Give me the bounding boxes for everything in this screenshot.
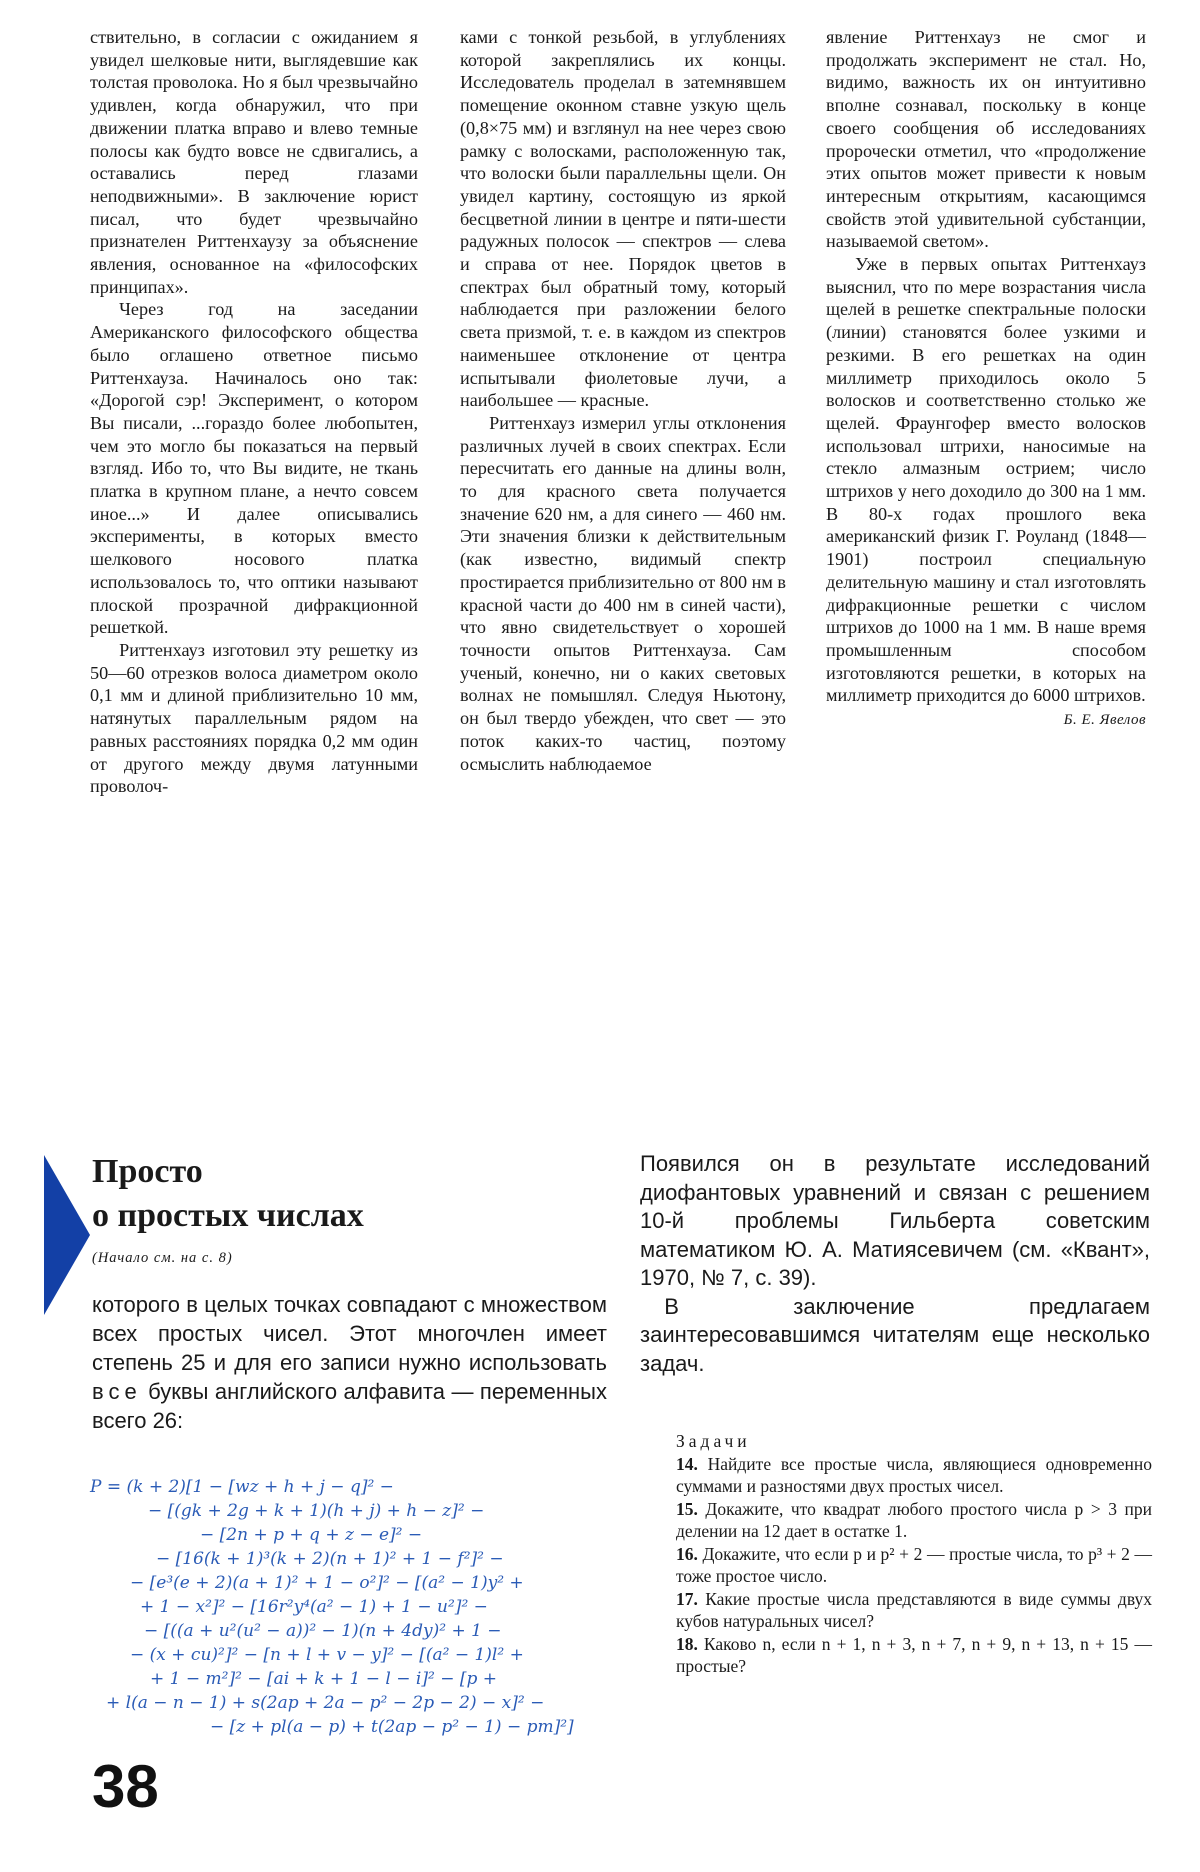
lower-right-text <box>640 1150 1150 1378</box>
task-number: 18. <box>676 1633 698 1654</box>
article-author: Б. Е. Явелов <box>1063 712 1146 729</box>
formula-line: − (x + cu)²]² − [n + l + v − y]² − [(a² − 1)l² + <box>130 1645 524 1665</box>
formula-line: − [((a + u²(u² − a))² − 1)(n + 4dy)² + 1 − <box>144 1621 502 1641</box>
task-item <box>676 1633 1152 1678</box>
prime-polynomial-formula <box>90 1475 610 1739</box>
article-column-3 <box>826 26 1146 732</box>
continuation-note: (Начало см. на с. 8) <box>92 1250 233 1266</box>
task-text: Докажите, что квадрат любого простого числа p > 3 при делении на 12 дает в остатке 1. <box>676 1498 1152 1541</box>
task-number: 17. <box>676 1588 698 1609</box>
title-line-2: о простых числах <box>92 1197 364 1234</box>
col2-paragraph-1: ками с тонкой резьбой, в углублениях которой закреплялись их концы. Исследователь проделал в затемнявшем помещение оконном ставне узкую щель (0,8×75 мм) и взглянул на нее через свою рамку с волосками, расположенную так, что волоски были параллельны щели. Он увидел картину, состоящую из яркой бесцветной линии в центре и пяти-шести радужных полосок — спектров — слева и справа от нее. Порядок цветов в спектрах был обратный тому, который наблюдается при разложении белого света призмой, т. е. в каждом из спектров наименьшее отклонение от центра испытывали фиолетовые лучи, а наибольшее — красные. <box>460 27 786 411</box>
col1-paragraph-2: Через год на заседании Американского философского общества было оглашено ответное письмо Риттенхауза. Начиналось оно так: «Дорогой сэр! Эксперимент, о котором Вы писали, ...гораздо более любопытен, чем это могло бы показаться на первый взгляд. Ибо то, что Вы видите, не ткань платка в крупном плане, а нечто совсем иное...» И далее описывались эксперименты, в которых вместо шелкового носового платка использовалось то, что оптики называют плоской прозрачной дифракционной решеткой. <box>90 299 418 638</box>
lower-left-text <box>92 1290 607 1435</box>
formula-line: − [(gk + 2g + k + 1)(h + j) + h − z]² − <box>148 1501 485 1521</box>
tasks-section <box>676 1430 1152 1678</box>
lower-left-spaced-word: все <box>92 1379 142 1404</box>
section-marker-triangle-icon <box>44 1155 90 1315</box>
formula-line: + l(a − n − 1) + s(2ap + 2a − p² − 2p − 2) − x]² − <box>106 1693 545 1713</box>
col1-paragraph-1: ствительно, в согласии с ожиданием я увидел шелковые нити, выглядевшие как толстая проволока. Но я был чрезвычайно удивлен, когда обнаружил, что при движении платка вправо и влево темные полосы как будто вовсе не сдвигались, а оставались перед глазами неподвижными». В заключение юрист писал, что будет чрезвычайно признателен Риттенхаузу за объяснение явления, основанное на «философских принципах». <box>90 27 418 297</box>
task-item <box>676 1543 1152 1588</box>
page-number: 38 <box>92 1753 159 1820</box>
task-item <box>676 1588 1152 1633</box>
formula-line: + 1 − m²]² − [ai + k + 1 − l − i]² − [p + <box>150 1669 498 1689</box>
lower-left-text-part1: которого в целых точках совпадают с множеством всех простых чисел. Этот многочлен имеет степень 25 и для его записи нужно использовать <box>92 1292 607 1375</box>
article-column-1 <box>90 26 418 798</box>
title-line-1: Просто <box>92 1153 203 1190</box>
formula-line: − [2n + p + q + z − e]² − <box>200 1525 423 1545</box>
task-number: 16. <box>676 1543 698 1564</box>
col1-paragraph-3: Риттенхауз изготовил эту решетку из 50—60 отрезков волоса диаметром около 0,1 мм и длиной приблизительно 10 мм, натянутых параллельным рядом на равных расстояниях порядка 0,2 мм один от другого между двумя латунными проволоч- <box>90 639 418 797</box>
tasks-heading: Задачи <box>676 1431 751 1451</box>
formula-line: − [z + pl(a − p) + t(2ap − p² − 1) − pm]²] <box>210 1717 574 1737</box>
col3-paragraph-2: Уже в первых опытах Риттенхауз выяснил, что по мере возрастания числа щелей в решетке спектральные полоски (линии) становятся более узкими и резкими. В его решетках на один миллиметр приходилось около 5 волосков и соответственно столько же щелей. Фраунгофер вместо волосков использовал штрихи, наносимые на стекло алмазным острием; число штрихов у него доходило до 300 на 1 мм. В 80-х годах прошлого века американский физик Г. Роуланд (1848—1901) построил специальную делительную машину и стал изготовлять дифракционные решетки с числом штрихов до 1000 на 1 мм. В наше время промышленным способом изготовляются решетки, в которых на миллиметр приходится до 6000 штрихов. <box>826 254 1146 706</box>
lower-right-paragraph-2: В заключение предлагаем заинтересовавшимся читателям еще несколько задач. <box>640 1293 1150 1376</box>
formula-line: + 1 − x²]² − [16r²y⁴(a² − 1) + 1 − u²]² − <box>140 1597 488 1617</box>
lower-left-paragraph <box>92 1290 607 1435</box>
article-title <box>92 1150 552 1238</box>
lower-left-text-part2: буквы английского алфавита — переменных всего 26: <box>92 1379 607 1433</box>
formula-line: − [e³(e + 2)(a + 1)² + 1 − o²]² − [(a² − 1)y² + <box>130 1573 524 1593</box>
lower-right-paragraph-1: Появился он в результате исследований диофантовых уравнений и связан с решением 10-й проблемы Гильберта советским математиком Ю. А. Матиясевичем (см. «Квант», 1970, № 7, с. 39). <box>640 1151 1150 1290</box>
task-text: Какие простые числа представляются в виде суммы двух кубов натуральных чисел? <box>676 1588 1152 1631</box>
task-text: Докажите, что если p и p² + 2 — простые числа, то p³ + 2 — тоже простое число. <box>676 1543 1152 1586</box>
task-text: Каково n, если n + 1, n + 3, n + 7, n + 9, n + 13, n + 15 — простые? <box>676 1633 1152 1676</box>
task-item <box>676 1498 1152 1543</box>
formula-line: − [16(k + 1)³(k + 2)(n + 1)² + 1 − f²]² − <box>156 1549 504 1569</box>
article-column-2 <box>460 26 786 775</box>
formula-line: P = (k + 2)[1 − [wz + h + j − q]² − <box>90 1477 394 1497</box>
task-number: 14. <box>676 1453 698 1474</box>
task-item <box>676 1453 1152 1498</box>
task-number: 15. <box>676 1498 698 1519</box>
col2-paragraph-2: Риттенхауз измерил углы отклонения различных лучей в своих спектрах. Если пересчитать его данные на длины волн, то для красного света получается значение 620 нм, а для синего — 460 нм. Эти значения близки к действительным (как известно, видимый спектр простирается приблизительно от 800 нм в красной части до 400 нм в синей части), что явно свидетельствует о хорошей точности опытов Риттенхауза. Сам ученый, конечно, ни о каких световых волнах не помышлял. Следуя Ньютону, он был твердо убежден, что свет — это поток каких-то частиц, поэтому осмыслить наблюдаемое <box>460 412 786 774</box>
col3-paragraph-1: явление Риттенхауз не смог и продолжать эксперимент не стал. Но, видимо, важность их он интуитивно вполне сознавал, поскольку в конце своего сообщения об исследованиях пророчески отметил, что «продолжение этих опытов может привести к новым интересным открытиям, касающимся свойств этой удивительной субстанции, называемой светом». <box>826 27 1146 252</box>
task-text: Найдите все простые числа, являющиеся одновременно суммами и разностями двух простых чисел. <box>676 1453 1152 1496</box>
